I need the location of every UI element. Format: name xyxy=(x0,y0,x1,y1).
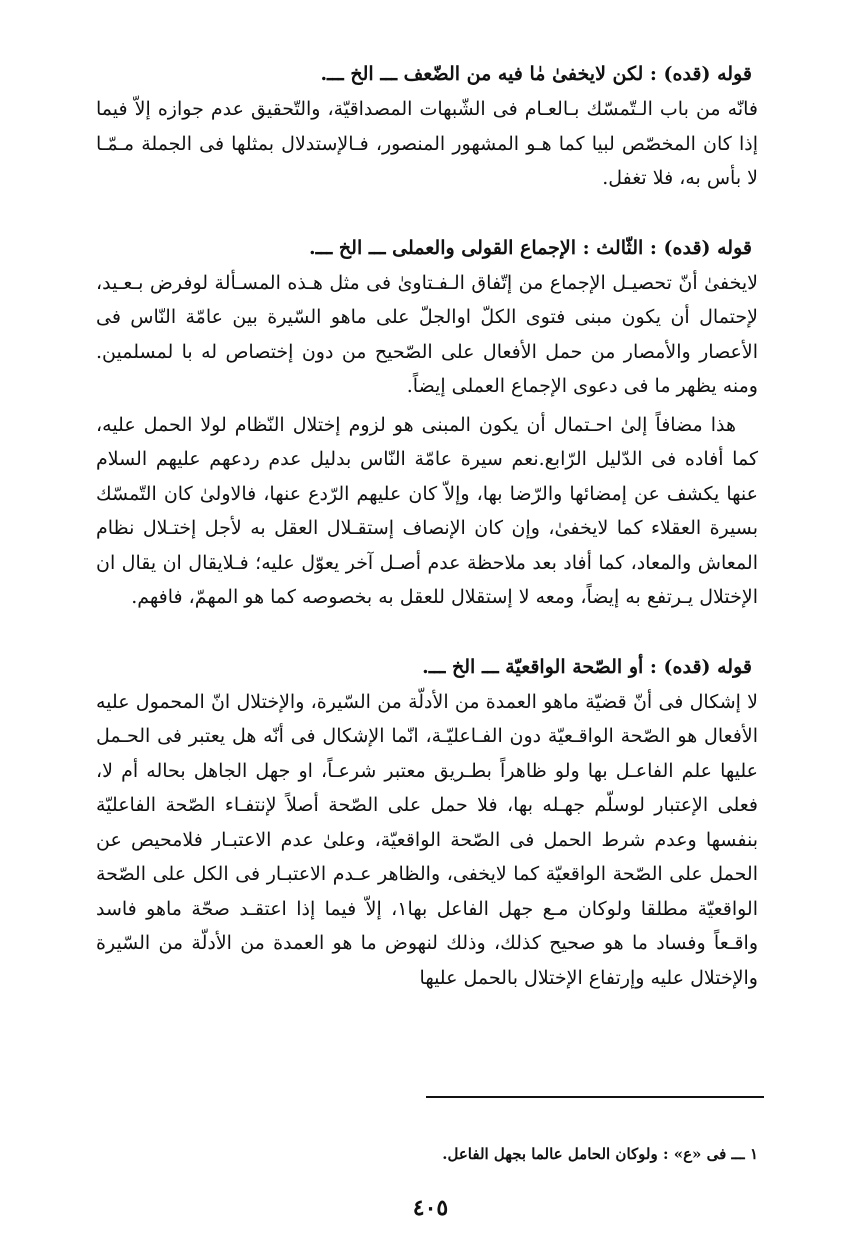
paragraph: لا إشكال فى أنّ قضيّة ماهو العمدة من الأدلّة من السّيرة، والإختلال انّ المحمول عليه الأفعال هو الصّحة الواقـعيّة دون الفـاعليّـة، انّما الإشكال فى أنّه هل يعتبر فى الحـمل عليها علم الفاعـل بها ولو ظاهراً بطـريق معتبر شرعـاً، او جهل الجاهل بحاله أم لا، فعلى الإعتبار لوسلّم جهـله بها، فلا حمل على الصّحة أصلاً لإنتفـاء الصّحة الفاعليّة بنفسها وعدم شرط الحمل فى الصّحة الواقعيّة، وعلىٰ عدم الاعتبـار فلامحيص عن الحمل على الصّحة الواقعيّة كما لايخفى، والظاهر عـدم الاعتبـار فى الكل على الصّحة الواقعيّة مطلقا ولوكان مـع جهل الفاعل بها١، إلاّ فيما إذا اعتقـد صحّة ماهو فاسد واقـعاً وفساد ما هو صحيح كذلك، وذلك لنهوض ما هو العمدة من الأدلّة من السّيرة والإختلال عليه وإرتفاع الإختلال بالحمل عليها xyxy=(96,690,758,989)
section-1 xyxy=(96,56,758,196)
section-heading: قوله (قده) : لكن لايخفىٰ مٰا فيه من الضّعف ـــ الخ ـــ. xyxy=(320,63,752,85)
footnote-divider xyxy=(426,1096,764,1098)
paragraph: فانّه من باب الـتّمسّك بـالعـام فى الشّبهات المصداقيّة، والتّحقيق عدم جوازه إلاّ فيما إذا كان المخصّص لبيا كما هـو المشهور المنصور، فـالإستدلال بمثلها فى الجملة مـمّـا لا بأس به، فلا تغفل. xyxy=(96,98,758,189)
page-body xyxy=(96,56,758,1029)
section-heading: قوله (قده) : أو الصّحة الواقعيّة ـــ الخ ـــ. xyxy=(422,655,752,678)
page-number: ٤٠٥ xyxy=(412,1195,449,1221)
paragraph: هذا مضافاً إلىٰ احـتمال أن يكون المبنى هو لزوم إختلال النّظام لولا الحمل عليه، كما أفاده فى الدّليل الرّابع.نعم سيرة عامّة النّاس بدليل عدم ردعهم عليهم السلام عنها يكشف عن إمضائها والرّضا بها، وإلاّ كان عليهم الرّدع عنها، فالاولىٰ كان التّمسّك بسيرة العقلاء كما لايخفىٰ، وإن كان الإنصاف إستقـلال العقل به لأجل إختـلال نظام المعاش والمعاد، كما أفاد بعد ملاحظة عدم أصـل آخر يعوّل عليه؛ فـلايقال ان يقال ان الإختلال يـرتفع به إيضاً، ومعه لا إستقلال للعقل به بخصوصه كما هو المهمّ، فافهم. xyxy=(96,413,758,608)
section-2 xyxy=(96,230,758,615)
section-heading: قوله (قده) : الثّالث : الإجماع القولى والعملى ـــ الخ ـــ. xyxy=(308,236,752,259)
footnote: ١ ـــ فى «ع» : ولوكان الحامل عالما بجهل الفاعل. xyxy=(442,1145,758,1163)
paragraph: لايخفىٰ أنّ تحصيـل الإجماع من إتّفاق الـفـتاوىٰ فى مثل هـذه المسـألة لوفرض بـعـيد، لإحتمال أن يكون مبنى فتوى الكلّ اوالجلّ على ماهو السّيرة بين عامّة النّاس فى الأعصار والأمصار من حمل الأفعال على الصّحيح من دون إختصاص له با لمسلمين. ومنه يظهر ما فى دعوى الإجماع العملى إيضاً. xyxy=(96,271,758,397)
section-3 xyxy=(96,649,758,996)
